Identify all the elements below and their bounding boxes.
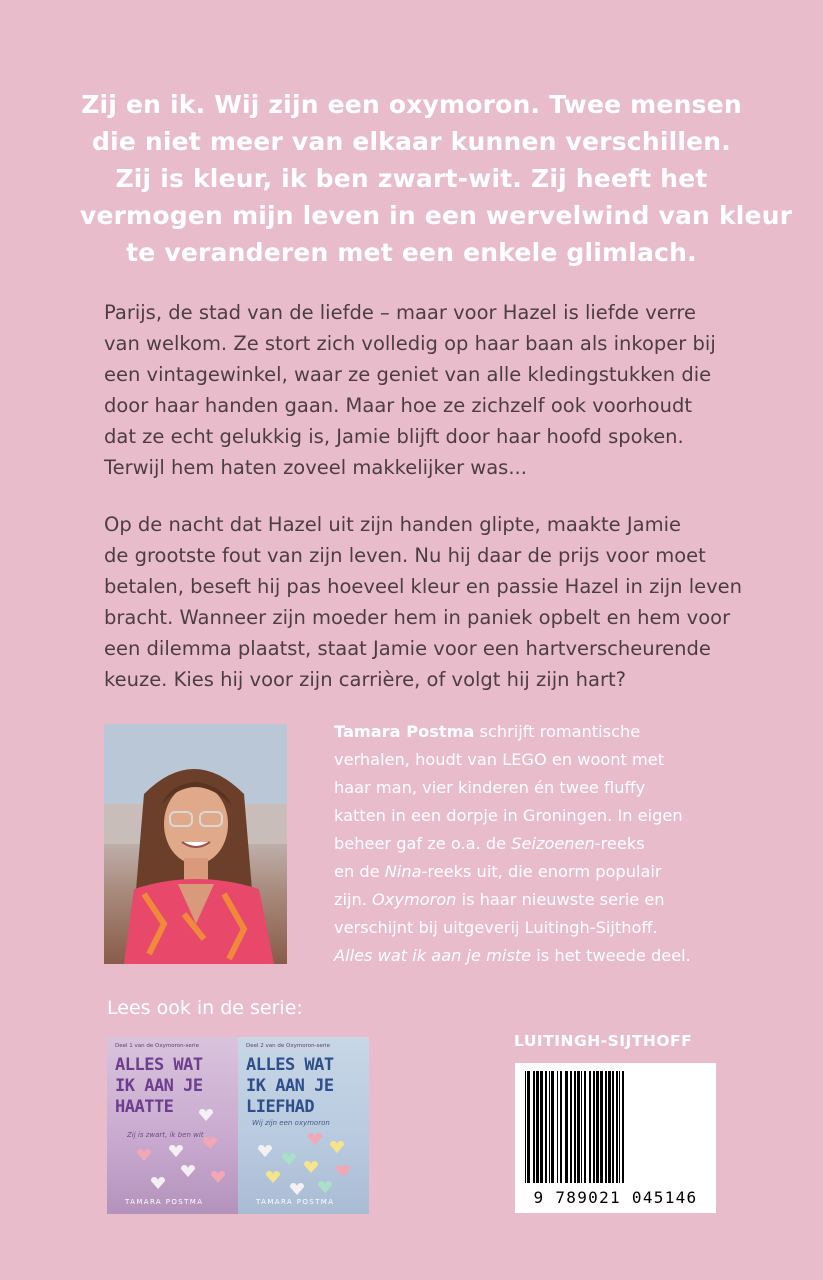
author-photo (104, 724, 287, 964)
barcode-bar (600, 1071, 603, 1183)
isbn-barcode (515, 1063, 716, 1213)
bio-line: verhalen, houdt van LEGO en woont met (334, 750, 665, 769)
cover-title-line: ALLES WAT (246, 1055, 334, 1075)
barcode-bar (536, 1071, 539, 1183)
bio-text: -reeks (594, 834, 645, 853)
heart-candy-icon (266, 1171, 280, 1183)
heart-candy-icon (318, 1181, 332, 1193)
heart-candy-icon (336, 1165, 350, 1177)
bio-line (334, 886, 734, 914)
author-bio (334, 718, 734, 970)
bio-text: is het tweede deel. (531, 946, 691, 965)
quote-line: te veranderen met een enkele glimlach. (126, 238, 697, 267)
barcode-bar (557, 1071, 558, 1183)
book-title: Alles wat ik aan je miste (334, 946, 532, 965)
series-book-cover-1 (107, 1037, 238, 1214)
barcode-bar (533, 1071, 535, 1183)
barcode-bar (622, 1071, 624, 1183)
heart-candy-icon (169, 1145, 183, 1157)
quote-line: vermogen mijn leven in een wervelwind van kleur (80, 201, 793, 230)
series-name: Seizoenen (511, 834, 595, 853)
cover-tagline: Zij is zwart, ik ben wit (127, 1131, 204, 1139)
cover-title (115, 1055, 233, 1118)
blurb-line: Parijs, de stad van de liefde – maar voor Hazel is liefde verre (104, 301, 697, 324)
quote-line: Zij is kleur, ik ben zwart-wit. Zij heeft het (115, 164, 708, 193)
cover-title-line: ALLES WAT (115, 1055, 203, 1075)
series-name: Nina (384, 862, 422, 881)
blurb-line: een vintagewinkel, waar ze geniet van alle kledingstukken die (104, 363, 712, 386)
blurb-paragraph-1 (104, 297, 744, 483)
isbn-number: 9 789021 045146 (533, 1188, 698, 1207)
barcode-bar (525, 1071, 526, 1183)
barcode-bar (549, 1071, 550, 1183)
heart-candy-icon (330, 1141, 344, 1153)
cover-quote (80, 86, 793, 271)
heart-candy-icon (181, 1165, 195, 1177)
blurb-line: dat ze echt gelukkig is, Jamie blijft door haar hoofd spoken. (104, 425, 684, 448)
barcode-bar (551, 1071, 554, 1183)
cover-title-line: IK AAN JE (246, 1076, 334, 1096)
barcode-bar (593, 1071, 595, 1183)
blurb-line: bracht. Wanneer zijn moeder hem in paniek opbelt en hem voor (104, 606, 731, 629)
cover-title (246, 1055, 364, 1118)
barcode-bar (577, 1071, 580, 1183)
barcode-bar (596, 1071, 599, 1183)
blurb-line: een dilemma plaatst, staat Jamie voor een hartverscheurende (104, 637, 711, 660)
barcode-bar (584, 1071, 586, 1183)
bio-text: is haar nieuwste serie en (456, 890, 665, 909)
series-name: Oxymoron (372, 890, 457, 909)
bio-text: en de (334, 862, 385, 881)
cover-tagline: Wij zijn een oxymoron (252, 1119, 330, 1127)
blurb-paragraph-2 (104, 509, 744, 695)
bio-line: haar man, vier kinderen én twee fluffy (334, 778, 646, 797)
barcode-bar (612, 1071, 614, 1183)
cover-title-line: LIEFHAD (246, 1097, 315, 1117)
barcode-bar (565, 1071, 568, 1183)
heart-candy-icon (151, 1177, 165, 1189)
cover-series-label: Deel 2 van de Oxymoron-serie (246, 1043, 330, 1049)
cover-title-line: IK AAN JE (115, 1076, 203, 1096)
barcode-bar (574, 1071, 576, 1183)
bio-line (334, 830, 734, 858)
series-heading: Lees ook in de serie: (107, 997, 303, 1019)
heart-candy-icon (258, 1145, 272, 1157)
bio-text: zijn. (334, 890, 373, 909)
bio-text: schrijft romantische (474, 722, 641, 741)
barcode-bar (589, 1071, 591, 1183)
barcode-bar (619, 1071, 620, 1183)
barcode-bar (570, 1071, 572, 1183)
cover-title-line: HAATTE (115, 1097, 174, 1117)
bio-text: -reeks uit, die enorm populair (421, 862, 662, 881)
bio-line (334, 718, 734, 746)
bio-text: beheer gaf ze o.a. de (334, 834, 512, 853)
cover-author: TAMARA POSTMA (256, 1198, 335, 1206)
heart-candy-icon (137, 1149, 151, 1161)
heart-candy-icon (290, 1183, 304, 1195)
bio-line: katten in een dorpje in Groningen. In eigen (334, 806, 683, 825)
blurb-line: de grootste fout van zijn leven. Nu hij daar de prijs voor moet (104, 544, 706, 567)
blurb-line: betalen, beseft hij pas hoeveel kleur en passie Hazel in zijn leven (104, 575, 743, 598)
quote-line: die niet meer van elkaar kunnen verschillen. (91, 127, 731, 156)
bio-line: verschijnt bij uitgeverij Luitingh-Sijthoff. (334, 918, 658, 937)
barcode-bar (545, 1071, 547, 1183)
barcode-bar (608, 1071, 611, 1183)
quote-line: Zij en ik. Wij zijn een oxymoron. Twee mensen (81, 90, 742, 119)
cover-author: TAMARA POSTMA (125, 1198, 204, 1206)
heart-candy-icon (282, 1153, 296, 1165)
heart-candy-icon (211, 1171, 225, 1183)
author-photo-illustration (104, 724, 287, 964)
blurb-line: Terwijl hem haten zoveel makkelijker was... (104, 456, 527, 479)
cover-series-label: Deel 1 van de Oxymoron-serie (115, 1043, 199, 1049)
heart-candy-icon (304, 1161, 318, 1173)
publisher-logo: LUITINGH-SIJTHOFF (514, 1032, 693, 1050)
barcode-bar (527, 1071, 530, 1183)
bio-line (334, 858, 734, 886)
blurb-line: van welkom. Ze stort zich volledig op haar baan als inkoper bij (104, 332, 716, 355)
barcode-bar (616, 1071, 618, 1183)
barcode-bar (540, 1071, 543, 1183)
blurb-line: Op de nacht dat Hazel uit zijn handen glipte, maakte Jamie (104, 513, 681, 536)
heart-candy-icon (199, 1109, 213, 1121)
series-book-cover-2 (238, 1037, 369, 1214)
bio-line (334, 942, 734, 970)
barcode-bar (560, 1071, 562, 1183)
author-name: Tamara Postma (334, 722, 475, 741)
blurb-line: door haar handen gaan. Maar hoe ze zichzelf ook voorhoudt (104, 394, 692, 417)
blurb-line: keuze. Kies hij voor zijn carrière, of volgt hij zijn hart? (104, 668, 626, 691)
heart-candy-icon (308, 1133, 322, 1145)
heart-candy-icon (203, 1137, 217, 1149)
barcode-bar (581, 1071, 582, 1183)
barcode-bar (605, 1071, 607, 1183)
